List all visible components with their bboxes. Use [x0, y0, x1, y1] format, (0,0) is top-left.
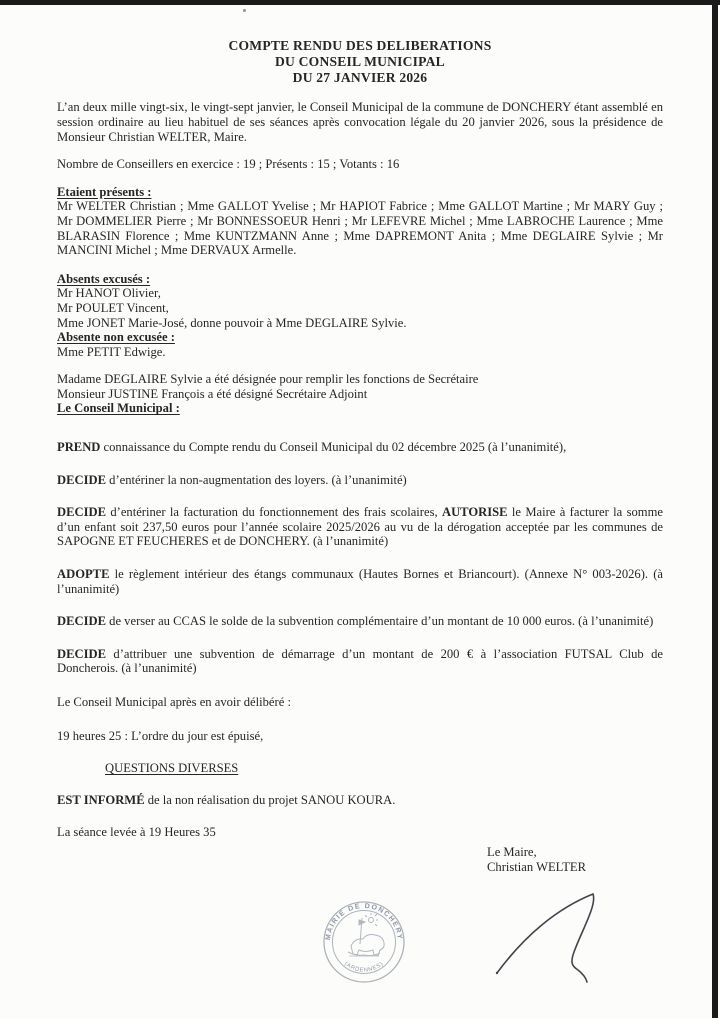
unexcused-absent-heading: Absente non excusée :: [57, 330, 175, 345]
mayor-signature: [470, 880, 690, 1010]
deliberation-verb: DECIDE: [57, 614, 106, 629]
deliberation-text: d’entériner la facturation du fonctionnement des frais scolaires,: [106, 505, 442, 520]
secretary-adjoint-line: Monsieur JUSTINE François a été désigné Secrétaire Adjoint: [57, 386, 368, 401]
mairie-donchery-seal: [318, 896, 410, 988]
deliberation-prend: [57, 440, 663, 455]
deliberation-ccas: [57, 614, 663, 629]
deliberation-text: de verser au CCAS le solde de la subvention complémentaire d’un montant de 10 000 euros. (à l’unanimité): [106, 614, 654, 629]
est-informe-line: [57, 793, 663, 808]
mayor-name-line: Christian WELTER: [487, 860, 586, 875]
excused-absent-line: Mr HANOT Olivier,: [57, 286, 161, 301]
session-closed-line: La séance levée à 19 Heures 35: [57, 825, 216, 840]
delibere-line: Le Conseil Municipal après en avoir délibéré :: [57, 695, 291, 710]
deliberation-verb: ADOPTE: [57, 567, 110, 582]
present-members-heading: Etaient présents :: [57, 184, 152, 199]
deliberation-text: connaissance du Compte rendu du Conseil Municipal du 02 décembre 2025 (à l’unanimité),: [100, 440, 567, 455]
deliberation-text: le Maire à facturer la somme d’un enfant soit 237,50 euros pour l’année scolaire 2025/2026 au vu de la dérogation acceptée par les communes de SAPOGNE ET FEUCHERES et de DONCHERY. (à l’unanimité): [57, 505, 663, 549]
deliberation-reglement-etangs: [57, 567, 663, 596]
seal-coat-of-arms: [348, 913, 384, 956]
deliberation-text: le règlement intérieur des étangs communaux (Hautes Bornes et Briancourt). (Annexe N° 003-2026). (à l’unanimité): [57, 567, 663, 596]
est-informe-text: de la non réalisation du projet SANOU KOURA.: [144, 792, 396, 807]
deliberation-verb: PREND: [57, 440, 101, 455]
secretary-line: Madame DEGLAIRE Sylvie a été désignée pour remplir les fonctions de Secrétaire: [57, 372, 479, 387]
svg-text:(ARDENNES): [343, 961, 385, 974]
mayor-role-line: Le Maire,: [487, 844, 537, 859]
est-informe-verb: EST INFORMÉ: [57, 792, 145, 807]
deliberation-verb: DECIDE: [57, 505, 106, 520]
council-heading: Le Conseil Municipal :: [57, 401, 180, 416]
title-line-3: DU 27 JANVIER 2026: [292, 69, 428, 85]
unexcused-absent-line: Mme PETIT Edwige.: [57, 344, 166, 359]
present-members-list: Mr WELTER Christian ; Mme GALLOT Yvelise ; Mr HAPIOT Fabrice ; Mme GALLOT Martine ; Mr MARY Guy ; Mr DOMMELIER Pierre ; Mr BONNESSOEUR Henri ; Mr LEFEVRE Michel ; Mme LABROCHE Laurence ; Mme BLARASIN Florence ; Mme KUNTZMANN Anne ; Mme DAPREMONT Anita ; Mme DEGLAIRE Sylvie ; Mr MANCINI Michel ; Mme DERVAUX Armelle.: [57, 199, 663, 258]
deliberation-text: d’attribuer une subvention de démarrage d’un montant de 200 € à l’association FUTSAL Club de Doncherois. (à l’unanimité): [57, 646, 663, 676]
deliberation-verb: AUTORISE: [441, 505, 508, 520]
document-title: [57, 38, 663, 85]
excused-absent-line: Mr POULET Vincent,: [57, 300, 169, 315]
councillors-count-line: Nombre de Conseillers en exercice : 19 ; Présents : 15 ; Votants : 16: [57, 157, 400, 172]
title-line-2: DU CONSEIL MUNICIPAL: [275, 53, 445, 69]
deliberation-verb: DECIDE: [57, 646, 106, 661]
agenda-exhausted-line: 19 heures 25 : L’ordre du jour est épuisé,: [57, 728, 264, 743]
excused-absent-heading: Absents excusés :: [57, 271, 151, 286]
title-line-1: COMPTE RENDU DES DELIBERATIONS: [228, 38, 492, 53]
excused-absent-line: Mme JONET Marie-José, donne pouvoir à Mme DEGLAIRE Sylvie.: [57, 315, 407, 330]
signature-block: [487, 845, 663, 876]
questions-diverses-heading: QUESTIONS DIVERSES: [105, 761, 239, 776]
secretary-designation-block: [57, 372, 663, 416]
deliberation-text: d’entériner la non-augmentation des loyers. (à l’unanimité): [106, 472, 407, 487]
seal-bottom-text: (ARDENNES): [343, 960, 385, 974]
scan-artifact-right-edge: [712, 0, 718, 1018]
seal-top-text: MAIRIE DE DONCHERY: [324, 902, 404, 941]
deliberation-loyers: [57, 473, 663, 488]
scan-speckle: [243, 9, 246, 12]
deliberation-futsal: [57, 647, 663, 676]
scan-artifact-top-edge: [0, 0, 720, 5]
session-intro-paragraph: L’an deux mille vingt-six, le vingt-sept janvier, le Conseil Municipal de la commune de DONCHERY étant assemblé en session ordinaire au lieu habituel de ses séances après convocation légale du 20 janvier 2026, sous la présidence de Monsieur Christian WELTER, Maire.: [57, 100, 663, 144]
document-body: [57, 38, 663, 876]
deliberation-verb: DECIDE: [57, 472, 106, 487]
deliberation-frais-scolaires: [57, 505, 663, 549]
